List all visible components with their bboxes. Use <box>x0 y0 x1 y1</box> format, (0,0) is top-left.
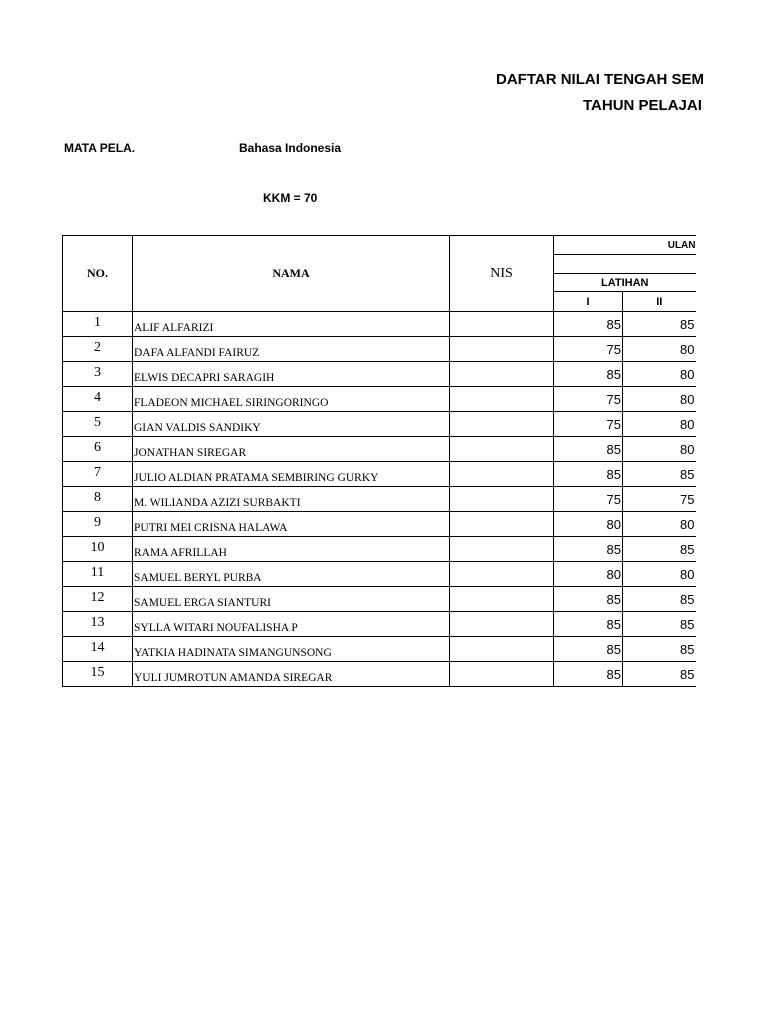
student-nis <box>450 312 554 337</box>
row-number: 2 <box>63 337 133 362</box>
table-row <box>63 537 696 562</box>
score-latihan-i: 85 <box>554 462 623 487</box>
row-number: 14 <box>63 637 133 662</box>
column-header-nama: NAMA <box>133 236 450 312</box>
student-name: YULI JUMROTUN AMANDA SIREGAR <box>133 662 450 687</box>
score-latihan-i: 85 <box>554 587 623 612</box>
table-row <box>63 337 696 362</box>
grades-table-body <box>63 312 696 687</box>
row-number: 12 <box>63 587 133 612</box>
score-latihan-ii: 80 <box>623 387 696 412</box>
column-header-latihan-i: I <box>554 292 623 312</box>
table-row <box>63 487 696 512</box>
row-number: 10 <box>63 537 133 562</box>
student-name: DAFA ALFANDI FAIRUZ <box>133 337 450 362</box>
row-number: 5 <box>63 412 133 437</box>
score-latihan-i: 85 <box>554 612 623 637</box>
score-latihan-ii: 85 <box>623 662 696 687</box>
score-latihan-i: 85 <box>554 437 623 462</box>
student-name: SAMUEL BERYL PURBA <box>133 562 450 587</box>
score-latihan-ii: 85 <box>623 637 696 662</box>
column-header-ulangan: ULAN <box>554 236 696 255</box>
score-latihan-i: 85 <box>554 362 623 387</box>
student-name: JONATHAN SIREGAR <box>133 437 450 462</box>
table-row <box>63 312 696 337</box>
student-nis <box>450 662 554 687</box>
column-header-no: NO. <box>63 236 133 312</box>
subject-value: Bahasa Indonesia <box>239 141 342 155</box>
score-latihan-ii: 80 <box>623 362 696 387</box>
score-latihan-i: 75 <box>554 337 623 362</box>
score-latihan-i: 80 <box>554 562 623 587</box>
student-name: JULIO ALDIAN PRATAMA SEMBIRING GURKY <box>133 462 450 487</box>
column-header-latihan-ii: II <box>623 292 696 312</box>
table-row <box>63 412 696 437</box>
student-nis <box>450 337 554 362</box>
table-row <box>63 387 696 412</box>
score-latihan-ii: 80 <box>623 412 696 437</box>
subject-label: MATA PELA. <box>64 141 136 155</box>
row-number: 15 <box>63 662 133 687</box>
student-nis <box>450 637 554 662</box>
score-latihan-ii: 80 <box>623 437 696 462</box>
column-header-latihan: LATIHAN <box>554 274 696 292</box>
student-nis <box>450 362 554 387</box>
grades-table <box>62 235 696 687</box>
student-nis <box>450 487 554 512</box>
score-latihan-ii: 75 <box>623 487 696 512</box>
score-latihan-i: 75 <box>554 387 623 412</box>
grades-table-header <box>63 236 696 312</box>
student-name: PUTRI MEI CRISNA HALAWA <box>133 512 450 537</box>
table-row <box>63 362 696 387</box>
table-row <box>63 637 696 662</box>
student-name: YATKIA HADINATA SIMANGUNSONG <box>133 637 450 662</box>
student-nis <box>450 387 554 412</box>
document-title-line1: DAFTAR NILAI TENGAH SEM <box>496 71 705 88</box>
table-row <box>63 662 696 687</box>
table-row <box>63 562 696 587</box>
document-title-line2: TAHUN PELAJAI <box>583 97 702 114</box>
score-latihan-i: 85 <box>554 637 623 662</box>
student-name: M. WILIANDA AZIZI SURBAKTI <box>133 487 450 512</box>
score-latihan-i: 85 <box>554 662 623 687</box>
score-latihan-ii: 80 <box>623 562 696 587</box>
row-number: 13 <box>63 612 133 637</box>
student-name: ELWIS DECAPRI SARAGIH <box>133 362 450 387</box>
table-row <box>63 462 696 487</box>
score-latihan-ii: 80 <box>623 337 696 362</box>
row-number: 6 <box>63 437 133 462</box>
row-number: 3 <box>63 362 133 387</box>
student-nis <box>450 437 554 462</box>
score-latihan-ii: 85 <box>623 312 696 337</box>
score-latihan-i: 80 <box>554 512 623 537</box>
table-row <box>63 437 696 462</box>
table-row <box>63 612 696 637</box>
student-name: RAMA AFRILLAH <box>133 537 450 562</box>
table-row <box>63 512 696 537</box>
student-name: SAMUEL ERGA SIANTURI <box>133 587 450 612</box>
score-latihan-ii: 85 <box>623 462 696 487</box>
row-number: 4 <box>63 387 133 412</box>
student-nis <box>450 412 554 437</box>
score-latihan-ii: 85 <box>623 612 696 637</box>
student-nis <box>450 562 554 587</box>
kkm-label: KKM = 70 <box>263 191 318 205</box>
student-nis <box>450 462 554 487</box>
row-number: 11 <box>63 562 133 587</box>
score-latihan-i: 85 <box>554 312 623 337</box>
student-nis <box>450 537 554 562</box>
student-name: SYLLA WITARI NOUFALISHA P <box>133 612 450 637</box>
student-nis <box>450 612 554 637</box>
column-header-nis: NIS <box>450 236 554 312</box>
score-latihan-i: 75 <box>554 487 623 512</box>
score-latihan-i: 85 <box>554 537 623 562</box>
table-row <box>63 587 696 612</box>
score-latihan-ii: 85 <box>623 537 696 562</box>
student-name: FLADEON MICHAEL SIRINGORINGO <box>133 387 450 412</box>
score-latihan-ii: 80 <box>623 512 696 537</box>
score-latihan-ii: 85 <box>623 587 696 612</box>
row-number: 8 <box>63 487 133 512</box>
score-latihan-i: 75 <box>554 412 623 437</box>
student-name: GIAN VALDIS SANDIKY <box>133 412 450 437</box>
student-nis <box>450 512 554 537</box>
row-number: 1 <box>63 312 133 337</box>
row-number: 7 <box>63 462 133 487</box>
column-header-spacer <box>554 255 696 274</box>
student-nis <box>450 587 554 612</box>
row-number: 9 <box>63 512 133 537</box>
student-name: ALIF ALFARIZI <box>133 312 450 337</box>
